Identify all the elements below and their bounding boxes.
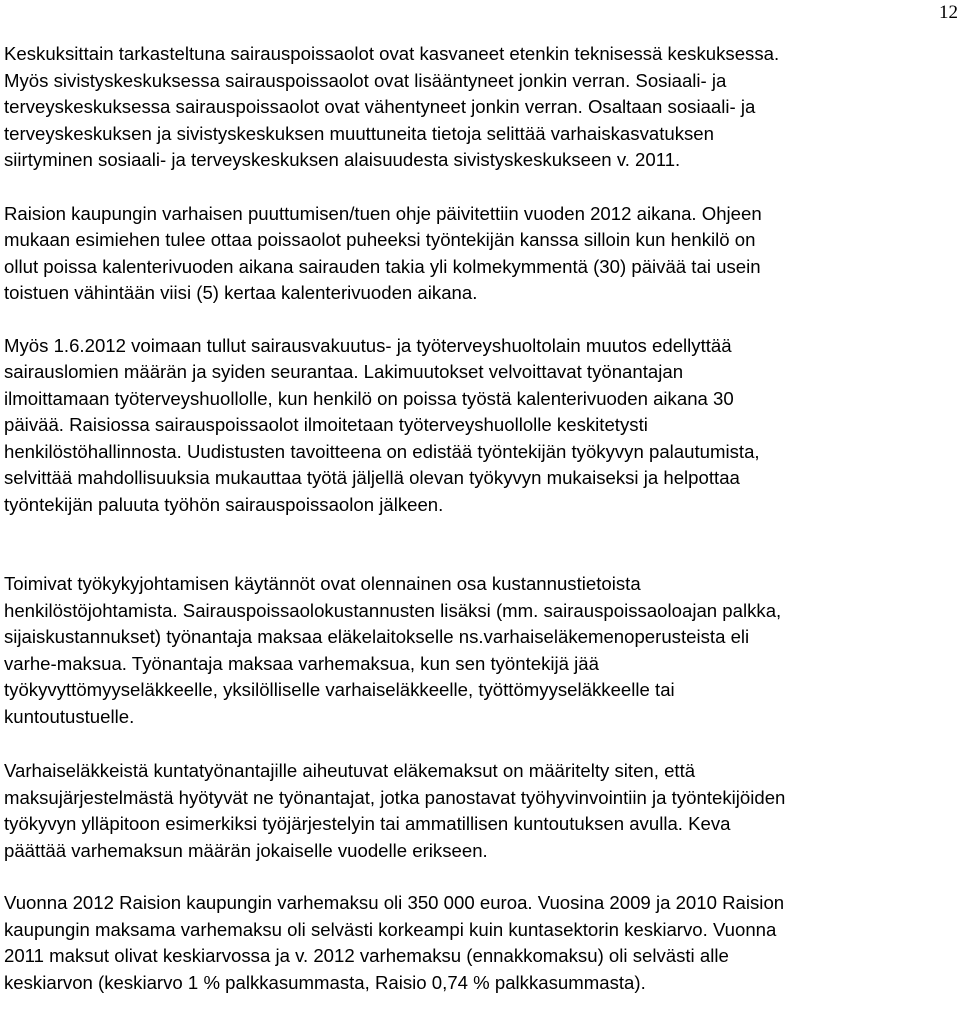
document-body: [4, 41, 956, 996]
paragraph-law-change-2012: Myös 1.6.2012 voimaan tullut sairausvakuutus- ja työterveyshuoltolain muutos edellyttää sairauslomien määrän ja syiden seurantaa. Lakimuutokset velvoittavat työnantajan ilmoittamaan työterveyshuollolle, kun henkilö on poissa työstä kalenterivuoden aikana 30 päivää. Raisiossa sairauspoissaolot ilmoitetaan työterveyshuollolle keskitetysti henkilöstöhallinnosta. Uudistusten tavoitteena on edistää työntekijän työkyvyn palautumista, selvittää mahdollisuuksia mukauttaa työtä jäljellä olevan työkyvyn mukaiseksi ja helpottaa työntekijän paluuta työhön sairauspoissaolon jälkeen.: [4, 334, 760, 515]
paragraph-work-ability-management: Toimivat työkykyjohtamisen käytännöt ovat olennainen osa kustannustietoista henkilöstöjohtamista. Sairauspoissaolokustannusten lisäksi (mm. sairauspoissaoloajan palkka, sijaiskustannukset) työnantaja maksaa eläkelaitokselle ns.varhaiseläkemenoperusteista eli varhe-maksua. Työnantaja maksaa varhemaksua, kun sen työntekijä jää työkyvyttömyyseläkkeelle, yksilölliselle varhaiseläkkeelle, työttömyyseläkkeelle tai kuntoutustuelle.: [4, 573, 782, 727]
paragraph-sick-leave-by-center: Keskuksittain tarkasteltuna sairauspoissaolot ovat kasvaneet etenkin teknisessä keskuksessa. Myös sivistyskeskuksessa sairauspoissaolot ovat lisääntyneet jonkin verran. Sosiaali- ja terveyskeskuksessa sairauspoissaolot ovat vähentyneet jonkin verran. Osaltaan sosiaali- ja terveyskeskuksen ja sivistyskeskuksen muuttuneita tietoja selittää varhaiskasvatuksen siirtyminen sosiaali- ja terveyskeskuksen alaisuudesta sivistyskeskukseen v. 2011.: [4, 43, 780, 170]
paragraph-early-intervention-guideline: Raision kaupungin varhaisen puuttumisen/tuen ohje päivitettiin vuoden 2012 aikana. Ohjeen mukaan esimiehen tulee ottaa poissaolot puheeksi työntekijän kanssa silloin kun henkilö on ollut poissa kalenterivuoden aikana sairauden takia yli kolmekymmentä (30) päivää tai usein toistuen vähintään viisi (5) kertaa kalenterivuoden aikana.: [4, 202, 762, 303]
paragraph-raisio-varhe-fee: Vuonna 2012 Raision kaupungin varhemaksu oli 350 000 euroa. Vuosina 2009 ja 2010 Raision kaupungin maksama varhemaksu oli selvästi korkeampi kuin kuntasektorin keskiarvo. Vuonna 2011 maksut olivat keskiarvossa ja v. 2012 varhemaksu (ennakkomaksu) oli selvästi alle keskiarvon (keskiarvo 1 % palkkasummasta, Raisio 0,74 % palkkasummasta).: [4, 892, 785, 993]
paragraph-early-retirement-fees: Varhaiseläkkeistä kuntatyönantajille aiheutuvat eläkemaksut on määritelty siten, että maksujärjestelmästä hyötyvät ne työnantajat, jotka panostavat työhyvinvointiin ja työntekijöiden työkyvyn ylläpitoon esimerkiksi työjärjestelyin tai ammatillisen kuntoutuksen avulla. Keva päättää varhemaksun määrän jokaiselle vuodelle erikseen.: [4, 760, 786, 861]
page-number: 12: [939, 2, 958, 23]
